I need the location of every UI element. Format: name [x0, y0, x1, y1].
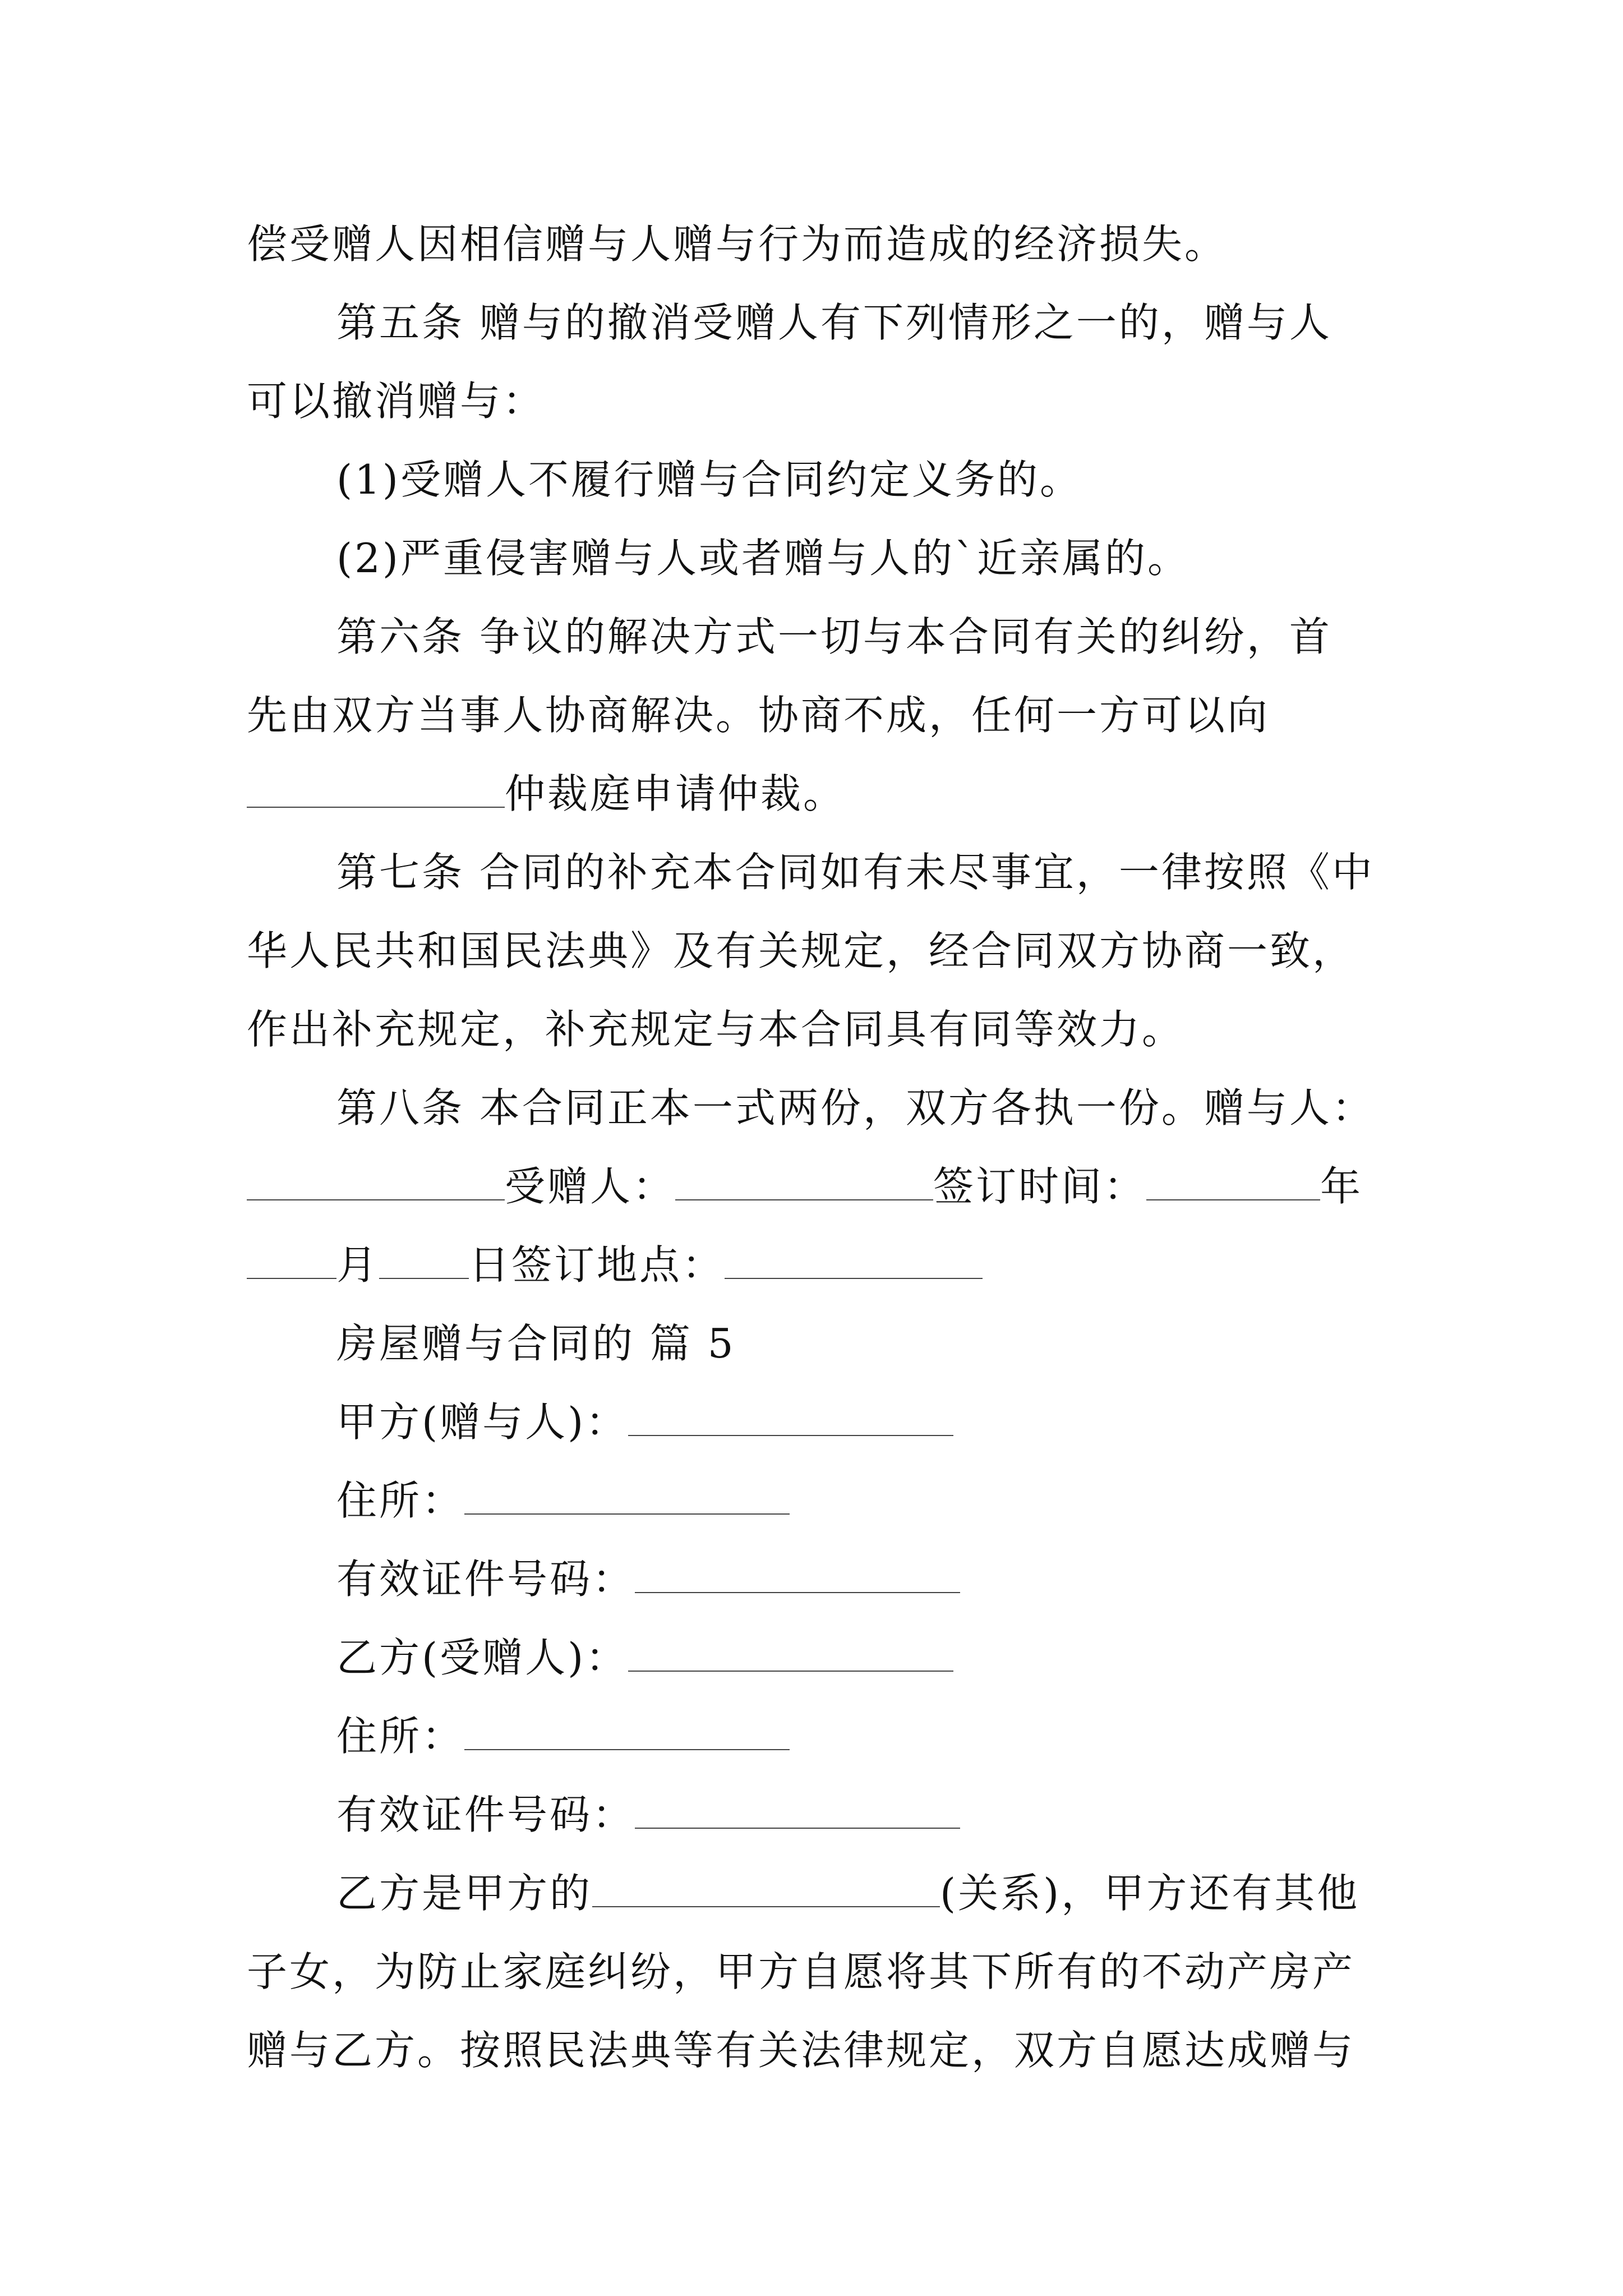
- text: 月: [336, 1241, 380, 1289]
- text: 乙方是甲方的: [336, 1870, 593, 1917]
- party-b-id-blank[interactable]: [635, 1789, 960, 1829]
- party-b-id-field: [336, 1787, 960, 1843]
- text: 年: [1320, 1163, 1363, 1210]
- text: 第五条 赠与的撤消受赠人有下列情形之一的，赠与人: [336, 299, 1332, 346]
- paragraph-line: [247, 687, 1270, 743]
- text: 华人民共和国民法典》及有关规定，经合同双方协商一致，: [247, 927, 1355, 974]
- party-a-field: [336, 1394, 953, 1450]
- paragraph-line: [247, 2022, 1355, 2078]
- party-b-address-blank[interactable]: [464, 1711, 790, 1750]
- text: 第八条 本合同正本一式两份，双方各执一份。赠与人：: [336, 1084, 1375, 1131]
- text: 房屋赠与合同的 篇 5: [336, 1320, 736, 1367]
- year-blank[interactable]: [1146, 1161, 1320, 1200]
- arbitration-blank[interactable]: [247, 769, 505, 808]
- party-a-id-blank[interactable]: [635, 1554, 960, 1593]
- text: 受赠人：: [505, 1163, 676, 1210]
- text: 先由双方当事人协商解决。协商不成，任何一方可以向: [247, 692, 1270, 739]
- donee-signature-blank[interactable]: [675, 1161, 933, 1200]
- paragraph-line: [247, 216, 1227, 272]
- party-a-name-blank[interactable]: [628, 1397, 953, 1436]
- text: (关系)，甲方还有其他: [940, 1870, 1360, 1917]
- text: 甲方(赠与人)：: [336, 1398, 629, 1446]
- signature-line: [247, 1237, 983, 1293]
- text: 有效证件号码：: [336, 1556, 635, 1603]
- party-a-id-field: [336, 1551, 960, 1607]
- text: 住所：: [336, 1713, 465, 1760]
- relationship-line: [336, 1865, 1359, 1921]
- section-title: [336, 1315, 736, 1372]
- day-blank[interactable]: [379, 1240, 469, 1279]
- text: 子女，为防止家庭纠纷，甲方自愿将其下所有的不动产房产: [247, 1948, 1355, 1995]
- relationship-blank[interactable]: [592, 1868, 940, 1907]
- text: 偿受赠人因相信赠与人赠与行为而造成的经济损失。: [247, 220, 1228, 268]
- text: 住所：: [336, 1477, 465, 1524]
- paragraph-line: [247, 766, 846, 822]
- text: 赠与乙方。按照民法典等有关法律规定，双方自愿达成赠与: [247, 2027, 1355, 2074]
- paragraph-line: [247, 1944, 1355, 2000]
- text: 第六条 争议的解决方式一切与本合同有关的纠纷，首: [336, 613, 1332, 660]
- month-blank[interactable]: [247, 1240, 336, 1279]
- party-a-address-blank[interactable]: [464, 1475, 790, 1515]
- signing-place-blank[interactable]: [725, 1240, 983, 1279]
- paragraph-line: [247, 923, 1355, 979]
- text: 有效证件号码：: [336, 1791, 635, 1838]
- text: 作出补充规定，补充规定与本合同具有同等效力。: [247, 1006, 1185, 1053]
- text: (1)受赠人不履行赠与合同约定义务的。: [336, 456, 1082, 503]
- signature-line: [247, 1158, 1363, 1214]
- text: 乙方(受赠人)：: [336, 1634, 629, 1681]
- list-item: [336, 530, 1190, 586]
- text: (2)严重侵害赠与人或者赠与人的`近亲属的。: [336, 535, 1190, 582]
- party-b-address-field: [336, 1708, 790, 1764]
- article-6-heading: [336, 609, 1332, 665]
- text: 仲裁庭申请仲裁。: [505, 770, 846, 817]
- paragraph-line: [247, 1001, 1184, 1057]
- article-8-heading: [336, 1080, 1375, 1136]
- donor-signature-blank[interactable]: [247, 1161, 505, 1200]
- paragraph-line: [247, 373, 545, 429]
- text: 日签订地点：: [469, 1241, 725, 1289]
- article-7-heading: [336, 844, 1375, 900]
- list-item: [336, 452, 1082, 508]
- party-b-name-blank[interactable]: [628, 1632, 953, 1672]
- text: 签订时间：: [933, 1163, 1147, 1210]
- text: 可以撤消赠与：: [247, 378, 546, 425]
- party-a-address-field: [336, 1473, 790, 1529]
- party-b-field: [336, 1630, 953, 1686]
- article-5-heading: [336, 295, 1332, 351]
- text: 第七条 合同的补充本合同如有未尽事宜，一律按照《中: [336, 849, 1375, 896]
